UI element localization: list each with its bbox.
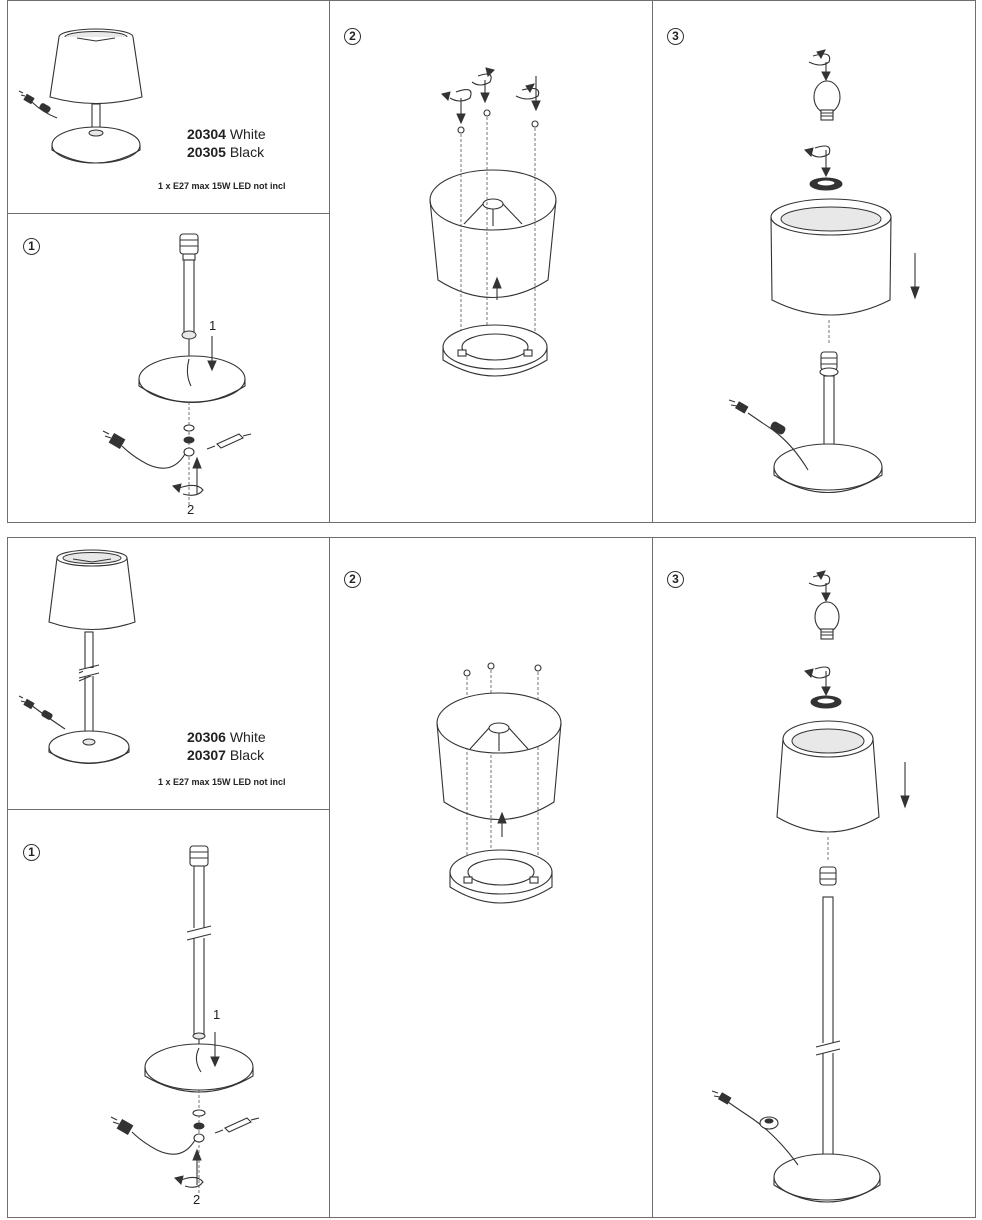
final-assembly-icon bbox=[653, 537, 976, 1217]
model-color: White bbox=[229, 126, 266, 142]
callout-2: 2 bbox=[193, 1192, 201, 1207]
rotate-arrow-icon bbox=[442, 68, 539, 101]
shade-assembly-icon bbox=[330, 537, 652, 1217]
model-code: 20307 bbox=[187, 747, 226, 763]
callout-1: 1 bbox=[213, 1007, 221, 1022]
model-a-line bbox=[187, 125, 266, 143]
model-color: Black bbox=[229, 144, 265, 160]
shade-assembly-icon bbox=[330, 0, 652, 522]
step-number: 3 bbox=[667, 571, 684, 588]
model-code: 20306 bbox=[187, 729, 226, 745]
model-b-line bbox=[187, 143, 264, 161]
step-number: 2 bbox=[344, 571, 361, 588]
base-assembly-icon bbox=[7, 214, 329, 522]
bulb-icon bbox=[814, 81, 840, 120]
model-a-line bbox=[187, 728, 266, 746]
step-number: 2 bbox=[344, 28, 361, 45]
base-assembly-icon bbox=[7, 810, 329, 1217]
model-code: 20305 bbox=[187, 144, 226, 160]
final-assembly-icon bbox=[653, 0, 976, 522]
step-1-cell bbox=[7, 214, 329, 522]
callout-1: 1 bbox=[209, 318, 217, 333]
step-1-cell bbox=[7, 810, 329, 1217]
step-number: 3 bbox=[667, 28, 684, 45]
model-color: White bbox=[229, 729, 266, 745]
callout-2: 2 bbox=[187, 502, 195, 517]
floor-lamp-icon bbox=[7, 537, 329, 809]
step-3-cell bbox=[653, 537, 976, 1217]
model-code: 20304 bbox=[187, 126, 226, 142]
bulb-spec: 1 x E27 max 15W LED not incl bbox=[158, 777, 286, 787]
model-color: Black bbox=[229, 747, 265, 763]
step-2-cell bbox=[330, 0, 652, 522]
model-b-line bbox=[187, 746, 264, 764]
step-2-cell bbox=[330, 537, 652, 1217]
step-number: 1 bbox=[23, 844, 40, 861]
overview-cell bbox=[7, 537, 329, 809]
bulb-spec: 1 x E27 max 15W LED not incl bbox=[158, 181, 286, 191]
step-number: 1 bbox=[23, 238, 40, 255]
overview-cell bbox=[7, 0, 329, 213]
step-3-cell bbox=[653, 0, 976, 522]
bulb-icon bbox=[815, 602, 839, 639]
